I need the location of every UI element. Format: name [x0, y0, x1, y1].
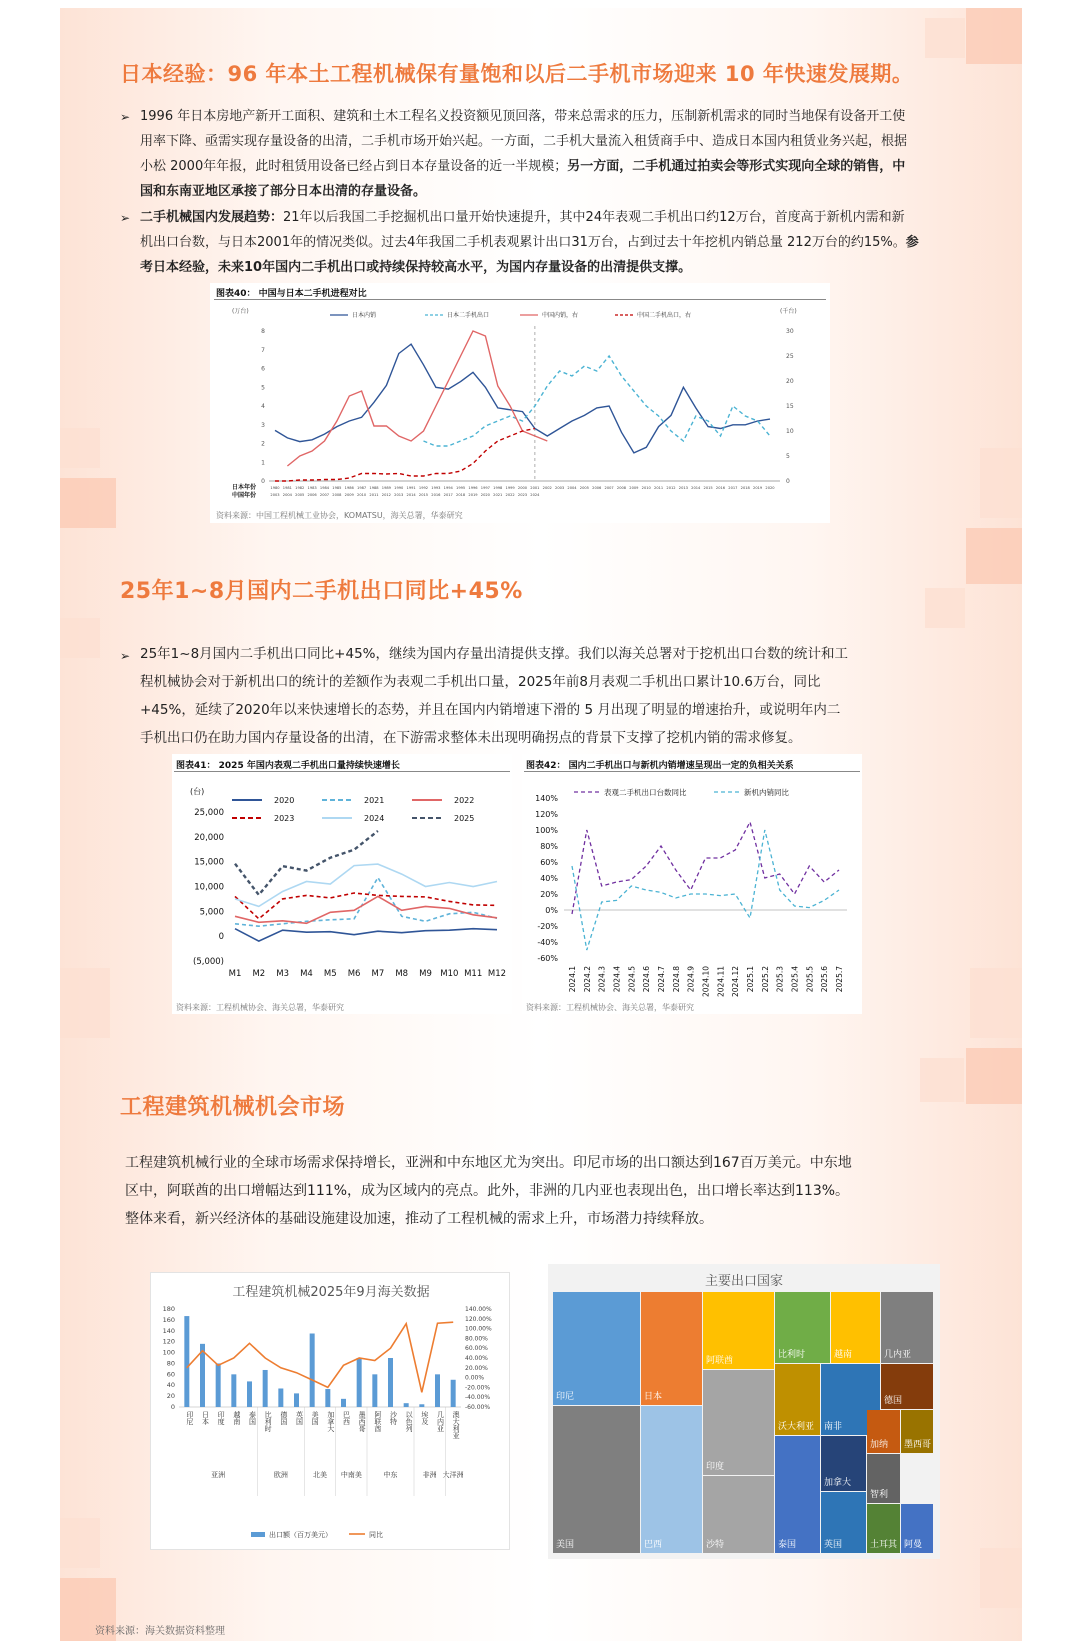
y-tick-label: 40% [540, 874, 558, 883]
figure-title: 图表41： 2025 年国内表观二手机出口量持续快速增长 [176, 761, 400, 771]
x-tick-china: 2017 [443, 493, 453, 497]
x-tick-label: 2025.2 [760, 966, 770, 993]
treemap-cell [881, 1364, 933, 1409]
y-tick-left: 6 [261, 365, 265, 373]
y-tick-left: 1 [261, 459, 265, 467]
legend-label: 2020 [274, 796, 295, 805]
y-tick-right: 0 [786, 478, 790, 485]
x-tick-label: M12 [487, 969, 507, 979]
bar [341, 1399, 346, 1407]
x-tick-japan: 1988 [369, 486, 379, 490]
treemap-label: 南非 [824, 1422, 843, 1432]
x-tick-label: 阿联酋 [373, 1411, 382, 1432]
x-tick-china: 2010 [357, 493, 367, 497]
treemap-cell [901, 1504, 933, 1553]
treemap-label: 智利 [870, 1490, 889, 1500]
x-tick-japan: 1987 [357, 486, 367, 490]
x-tick-label: 2024.7 [657, 966, 666, 993]
x-tick-japan: 1989 [381, 486, 391, 490]
y-tick-label: -60% [537, 954, 558, 963]
y-tick-label: 15,000 [194, 857, 224, 868]
x-tick-label: 2024.5 [627, 966, 637, 993]
x-tick-label: M1 [228, 969, 242, 979]
y-tick-left: 100 [162, 1348, 175, 1357]
x-tick-label: 美国 [311, 1411, 320, 1425]
y-tick-label: -40% [537, 938, 558, 947]
y-tick-left: 7 [261, 346, 265, 354]
x-tick-label: 加拿大 [326, 1411, 335, 1432]
series-japan-used-export [424, 356, 771, 446]
x-tick-china: 2007 [319, 493, 330, 497]
x-tick-label: M8 [395, 969, 409, 979]
bar [404, 1403, 409, 1407]
treemap-cell [703, 1292, 774, 1369]
x-tick-china: 2016 [431, 493, 441, 497]
x-tick-label: 2024.9 [686, 966, 696, 993]
x-tick-label: 泰国 [248, 1411, 257, 1425]
treemap-cell [553, 1406, 640, 1553]
figure-42 [522, 754, 862, 1014]
bar [357, 1358, 362, 1407]
japan-china-used-machine-chart [210, 301, 830, 511]
treemap-label: 巴西 [644, 1540, 663, 1550]
bar [294, 1393, 299, 1407]
x-tick-japan: 2010 [641, 486, 651, 490]
x-tick-label: 印度 [217, 1411, 226, 1425]
bar [325, 1389, 330, 1407]
x-tick-label: 埃及 [420, 1411, 429, 1425]
bar [184, 1316, 189, 1407]
x-tick-japan: 1981 [282, 486, 292, 490]
x-tick-label: 越南 [232, 1411, 241, 1425]
x-tick-label: 2024.4 [612, 966, 622, 993]
legend-swatch [251, 1532, 265, 1537]
paragraph-japan: 1996 年日本房地产新开工面积、建筑和土木工程名义投资额见顶回落，带来总需求的压力，压制新机需求的同时当地保有设备开工使 用率下降、亟需实现存量设备的出清，二手机市场开始兴起。一方面，二手机大量流入租赁商手中、造成日本国内租赁业务兴起，根据 小松 2000年年报，此时租赁用设备已经占到日本存量设备的近一半规模；另一方面，二手机通过拍卖会等形式实现向全球的销售，中 国和东南亚地区承接了部分日本出清的存量设备。 [140, 109, 908, 199]
x-tick-japan: 1991 [406, 486, 416, 490]
region-label: 欧洲 [273, 1471, 288, 1479]
x-tick-japan: 1984 [319, 486, 330, 490]
x-tick-japan: 2020 [765, 486, 775, 490]
y-tick-label: 60% [540, 858, 558, 867]
treemap-label: 越南 [834, 1350, 853, 1360]
y-tick-right: 60.00% [465, 1345, 488, 1353]
x-tick-label: M11 [464, 969, 483, 979]
x-tick-china: 2021 [493, 493, 503, 497]
bullet-arrow-icon: ➢ [120, 649, 131, 663]
x-tick-label: 2024.6 [642, 966, 652, 993]
region-label: 亚洲 [211, 1471, 226, 1479]
y-tick-left: 40 [166, 1381, 175, 1390]
y-tick-left: 60 [166, 1370, 175, 1379]
y-tick-left: 0 [261, 478, 265, 485]
x-tick-japan: 1997 [480, 486, 490, 490]
x-tick-china: 2013 [394, 493, 404, 497]
x-tick-china: 2022 [505, 493, 515, 497]
series-japan-domestic [275, 344, 770, 453]
y-tick-right: 80.00% [465, 1335, 488, 1343]
y-tick-label: 100% [535, 826, 558, 835]
y-tick-label: 120% [535, 810, 558, 819]
x-tick-label: 2024.3 [597, 966, 607, 993]
customs-combo-chart-panel [150, 1272, 510, 1550]
series-表观二手机出口台数同比 [572, 822, 839, 914]
section-title: 日本经验：96 年本土工程机械保有量饱和以后二手机市场迎来 10 年快速发展期。 [120, 62, 914, 86]
treemap-cell [867, 1454, 900, 1503]
region-label: 中东 [383, 1471, 398, 1479]
x-tick-china: 2018 [456, 493, 466, 497]
section-title: 25年1~8月国内二手机出口同比+45% [120, 579, 523, 604]
x-tick-japan: 1985 [332, 486, 342, 490]
paragraph-opportunity: 工程建筑机械行业的全球市场需求保持增长，亚洲和中东地区尤为突出。印尼市场的出口额达到167百万美元。中东地 区中，阿联酋的出口增幅达到111%，成为区域内的亮点。此外，非洲的几内亚也表现出色，出口增长率达到113%。 整体来看，新兴经济体的基础设施建设加速，推动了工程机械的需求上升，市场潜力持续释放。 [125, 1155, 852, 1227]
treemap-cell [775, 1364, 820, 1435]
x-tick-label: 印尼 [185, 1411, 194, 1425]
x-tick-china: 2004 [282, 493, 292, 497]
x-tick-china: 2008 [332, 493, 342, 497]
x-tick-japan: 1994 [443, 486, 453, 490]
treemap-cell [775, 1292, 830, 1363]
used-export-monthly-chart [172, 774, 512, 999]
y-tick-right: 25 [786, 353, 794, 360]
x-tick-china: 2019 [468, 493, 478, 497]
x-tick-japan: 2018 [740, 486, 750, 490]
x-tick-label: 2025.3 [775, 966, 785, 993]
x-tick-label: 2025.7 [835, 966, 844, 993]
y-tick-left: 120 [162, 1337, 175, 1346]
x-tick-label: 沙特 [389, 1411, 398, 1425]
x-tick-china: 2011 [369, 493, 379, 497]
y-tick-left: 80 [166, 1359, 175, 1368]
y-tick-right: -60.00% [465, 1404, 491, 1411]
legend-label: 中国内销，右 [542, 312, 579, 319]
figure-source: 资料来源：工程机械协会、海关总署，华泰研究 [526, 1003, 694, 1012]
y-tick-right: -20.00% [465, 1384, 491, 1392]
x-tick-japan: 2005 [579, 486, 589, 490]
treemap-cell [775, 1436, 820, 1553]
row-label-china: 中国年份 [232, 492, 257, 499]
treemap-label: 沃大利亚 [778, 1422, 815, 1432]
x-tick-label: M10 [440, 969, 459, 979]
y-tick-left: 140 [162, 1326, 175, 1335]
y-tick-right: 20 [786, 378, 794, 385]
page [60, 0, 1022, 1641]
chart-title: 工程建筑机械2025年9月海关数据 [232, 1285, 430, 1300]
legend-label: 表观二手机出口台数同比 [604, 788, 687, 797]
treemap-label: 德国 [884, 1396, 903, 1406]
y-tick-label: 80% [540, 842, 558, 851]
bullet-arrow-icon: ➢ [120, 110, 131, 124]
y-tick-label: 10,000 [194, 882, 224, 893]
x-tick-china: 2012 [381, 493, 391, 497]
treemap-label: 加纳 [870, 1440, 889, 1450]
bar [247, 1381, 252, 1407]
region-label: 大洋洲 [442, 1471, 464, 1479]
growth-correlation-chart [522, 774, 862, 999]
series-2022 [235, 896, 497, 923]
footer-source: 资料来源：海关数据资料整理 [95, 1626, 225, 1637]
legend-label: 2021 [364, 796, 385, 805]
series-china-domestic [287, 331, 547, 466]
y-tick-label: 0% [545, 906, 558, 915]
y-tick-right: 20.00% [465, 1364, 488, 1372]
y-tick-label: 20% [540, 890, 558, 899]
x-tick-japan: 1980 [270, 486, 280, 490]
treemap-label: 印尼 [556, 1392, 575, 1402]
legend-label: 2024 [364, 814, 385, 823]
axis-unit-left: (万台) [232, 308, 249, 315]
y-tick-label: 20,000 [194, 832, 224, 843]
figure-title: 图表42： 国内二手机出口与新机内销增速呈现出一定的负相关关系 [526, 761, 794, 771]
y-tick-right: 100.00% [465, 1325, 492, 1333]
legend-label: 同比 [369, 1531, 383, 1539]
x-tick-label: 以色列 [405, 1411, 414, 1432]
y-tick-right: 5 [786, 453, 790, 460]
x-tick-label: M2 [252, 969, 266, 979]
region-label: 中南美 [340, 1471, 362, 1479]
series-2020 [235, 929, 497, 941]
y-tick-label: 5,000 [199, 907, 224, 918]
y-tick-left: 0 [170, 1403, 175, 1411]
treemap-cell [553, 1292, 640, 1405]
treemap-label: 土耳其 [870, 1540, 898, 1550]
chart-title: 主要出口国家 [704, 1274, 783, 1289]
bar [451, 1380, 456, 1407]
treemap-cell [901, 1410, 933, 1453]
treemap-label: 印度 [706, 1462, 725, 1472]
x-tick-label: 2024.10 [701, 966, 711, 998]
x-tick-label: 英国 [295, 1411, 304, 1425]
x-tick-label: 巴西 [342, 1411, 351, 1425]
paragraph-used-export: 25年1~8月国内二手机出口同比+45%，继续为国内存量出清提供支撑。我们以海关总署对于挖机出口台数的统计和工 程机械协会对于新机出口的统计的差额作为表观二手机出口量，2025年前8月表观二手机出口累计10.6万台，同比 +45%，延续了2020年以来快速增长的态势，并且在国内内销增速下滑的 5 月出现了明显的增速抬升，或说明年内二 手机出口仍在助力国内存量设备的出清，在下游需求整体未出现明确拐点的背景下支撑了挖机内销的需求修复。 [140, 646, 848, 746]
x-tick-japan: 1993 [431, 486, 441, 490]
x-tick-label: 比利时 [264, 1411, 273, 1432]
y-tick-right: 140.00% [465, 1306, 492, 1313]
y-tick-left: 2 [261, 440, 265, 448]
x-tick-label: M9 [419, 969, 432, 979]
x-tick-japan: 2003 [555, 486, 565, 490]
treemap-label: 加拿大 [824, 1478, 852, 1488]
x-tick-label: 澳大利亚 [452, 1411, 461, 1439]
x-tick-japan: 2002 [542, 486, 552, 490]
treemap-label: 比利时 [778, 1350, 806, 1360]
bar [310, 1334, 315, 1408]
figure-title: 图表40： 中国与日本二手机进程对比 [216, 289, 367, 299]
legend-label: 出口额（百万美元） [269, 1531, 332, 1539]
legend-label: 日本二手机出口 [447, 312, 490, 319]
x-tick-label: M3 [276, 969, 290, 979]
bar [388, 1358, 393, 1407]
y-tick-left: 8 [261, 328, 265, 335]
treemap-label: 几内亚 [884, 1350, 912, 1360]
x-tick-japan: 2008 [616, 486, 627, 490]
x-tick-label: 2024.2 [582, 966, 592, 993]
y-tick-label: 140% [535, 794, 558, 803]
y-tick-right: 0.00% [465, 1374, 485, 1382]
x-tick-china: 2024 [530, 493, 540, 497]
treemap-label: 日本 [644, 1392, 663, 1402]
x-tick-china: 2014 [406, 493, 416, 497]
series-新机内销同比 [572, 830, 839, 950]
series-2025 [235, 831, 378, 895]
y-tick-right: 10 [786, 428, 794, 435]
y-tick-right: 15 [786, 403, 794, 410]
x-tick-japan: 2017 [728, 486, 738, 490]
x-tick-japan: 1982 [295, 486, 305, 490]
treemap-cell [821, 1492, 866, 1553]
bar [419, 1404, 424, 1407]
y-tick-left: 5 [261, 384, 265, 392]
x-tick-label: 2025.4 [790, 966, 800, 993]
x-tick-china: 2009 [344, 493, 354, 497]
y-tick-right: 120.00% [465, 1315, 492, 1323]
x-tick-china: 2006 [307, 493, 317, 497]
x-tick-japan: 1995 [456, 486, 466, 490]
x-tick-label: 2024.11 [716, 966, 726, 998]
x-tick-japan: 2004 [567, 486, 577, 490]
legend-label: 2025 [454, 814, 475, 823]
paragraph-domestic-trend: 二手机械国内发展趋势：21年以后我国二手挖掘机出口量开始快速提升，其中24年表观二手机出口约12万台，首度高于新机内需和新 机出口台数，与日本2001年的情况类似。过去4年我国二手机表观累计出口31万台，占到过去十年挖机内销总量 212万台的约15%。参 考日本经验，未来10年国内二手机出口或持续保持较高水平，为国内存量设备的出清提供支撑。 [140, 210, 919, 275]
treemap-label: 阿曼 [904, 1540, 923, 1550]
treemap-label: 美国 [556, 1540, 575, 1550]
x-tick-label: M5 [323, 969, 337, 979]
treemap-cell [881, 1292, 933, 1363]
x-tick-japan: 2019 [753, 486, 763, 490]
x-tick-japan: 2012 [666, 486, 676, 490]
legend-label: 2023 [274, 814, 295, 823]
x-tick-label: M7 [371, 969, 385, 979]
row-label-japan: 日本年份 [232, 484, 257, 491]
section-used-export-growth [60, 528, 1022, 1048]
x-tick-japan: 2013 [678, 486, 688, 490]
x-tick-japan: 1999 [505, 486, 515, 490]
x-tick-japan: 1998 [493, 486, 503, 490]
x-tick-china: 2020 [480, 493, 490, 497]
treemap-panel [548, 1264, 940, 1559]
x-tick-label: 2025.6 [820, 966, 830, 993]
bar [263, 1370, 268, 1407]
series-china-used-export [275, 429, 535, 482]
x-tick-label: M6 [347, 969, 361, 979]
y-tick-left: 160 [162, 1315, 175, 1324]
y-tick-right: 30 [786, 328, 794, 335]
figure-40 [210, 283, 830, 523]
x-tick-japan: 2000 [517, 486, 528, 490]
x-tick-label: M4 [300, 969, 313, 979]
y-tick-label: -20% [537, 922, 558, 931]
x-tick-japan: 1986 [344, 486, 354, 490]
x-tick-label: 2024.12 [731, 966, 741, 998]
export-country-treemap [553, 1292, 934, 1554]
x-tick-japan: 2009 [629, 486, 639, 490]
x-tick-japan: 2001 [530, 486, 540, 490]
customs-combo-chart [151, 1301, 511, 1549]
x-tick-label: 2025.5 [805, 966, 815, 993]
x-tick-label: 2024.1 [568, 966, 577, 993]
treemap-label: 沙特 [706, 1540, 725, 1550]
legend-label: 中国二手机出口，右 [637, 312, 692, 319]
bullet-arrow-icon: ➢ [120, 211, 131, 225]
x-tick-china: 2023 [517, 493, 528, 497]
y-tick-label: 0 [218, 932, 224, 943]
treemap-cell [703, 1476, 774, 1553]
legend-label: 2022 [454, 796, 475, 805]
y-tick-label: 25,000 [194, 808, 224, 818]
bar [278, 1388, 283, 1407]
y-tick-right: -40.00% [465, 1394, 491, 1402]
treemap-cell [831, 1292, 880, 1363]
treemap-cell [641, 1292, 702, 1405]
x-tick-japan: 1990 [394, 486, 404, 490]
legend-label: 日本内销 [352, 312, 377, 319]
treemap-label: 墨西哥 [904, 1440, 932, 1450]
bar [435, 1374, 440, 1407]
figure-source: 资料来源：中国工程机械工业协会，KOMATSU，海关总署，华泰研究 [216, 511, 463, 520]
x-tick-label: 墨西哥 [358, 1411, 367, 1432]
y-tick-left: 3 [261, 421, 265, 429]
bar [231, 1374, 236, 1407]
series-yoy [187, 1322, 453, 1392]
legend-label: 新机内销同比 [744, 788, 789, 797]
section-opportunity-market [60, 1048, 1022, 1641]
y-tick-left: 180 [162, 1305, 175, 1313]
x-tick-japan: 2016 [715, 486, 726, 490]
treemap-cell [821, 1436, 866, 1491]
x-tick-label: 德国 [279, 1411, 288, 1425]
figure-source: 资料来源：工程机械协会、海关总署，华泰研究 [176, 1003, 344, 1012]
y-tick-left: 4 [261, 403, 265, 410]
y-tick-left: 20 [166, 1392, 175, 1401]
treemap-label: 泰国 [778, 1540, 797, 1550]
region-label: 非洲 [422, 1471, 437, 1479]
bar [372, 1374, 377, 1407]
x-tick-label: 几内亚 [436, 1411, 445, 1432]
axis-unit-right: (千台) [780, 308, 797, 315]
y-tick-right: 40.00% [465, 1355, 488, 1362]
x-tick-japan: 1992 [418, 486, 429, 490]
x-tick-japan: 2007 [604, 486, 614, 490]
section-japan-experience [60, 8, 1022, 528]
treemap-cell [641, 1406, 702, 1553]
x-tick-japan: 2006 [592, 486, 602, 490]
x-tick-label: 2024.8 [671, 966, 681, 993]
treemap-cell [867, 1410, 900, 1453]
treemap-label: 阿联酋 [706, 1356, 734, 1366]
x-tick-japan: 1996 [468, 486, 478, 490]
axis-unit: (台) [190, 787, 205, 796]
treemap-cell [703, 1370, 774, 1475]
section-title: 工程建筑机械机会市场 [120, 1095, 346, 1120]
x-tick-china: 2003 [270, 493, 280, 497]
region-label: 北美 [313, 1471, 327, 1479]
x-tick-japan: 1983 [307, 486, 317, 490]
x-tick-china: 2015 [418, 493, 429, 497]
treemap-cell [867, 1504, 900, 1553]
x-tick-japan: 2014 [691, 486, 701, 490]
x-tick-japan: 2015 [703, 486, 713, 490]
x-tick-japan: 2011 [654, 486, 664, 490]
x-tick-label: 2025.1 [746, 966, 755, 993]
figure-41 [172, 754, 512, 1014]
bar [216, 1363, 221, 1407]
x-tick-china: 2005 [295, 493, 305, 497]
series-2024 [235, 864, 497, 906]
y-tick-label: (5,000) [193, 957, 224, 967]
x-tick-label: 日本 [201, 1411, 210, 1425]
treemap-label: 英国 [824, 1540, 843, 1550]
